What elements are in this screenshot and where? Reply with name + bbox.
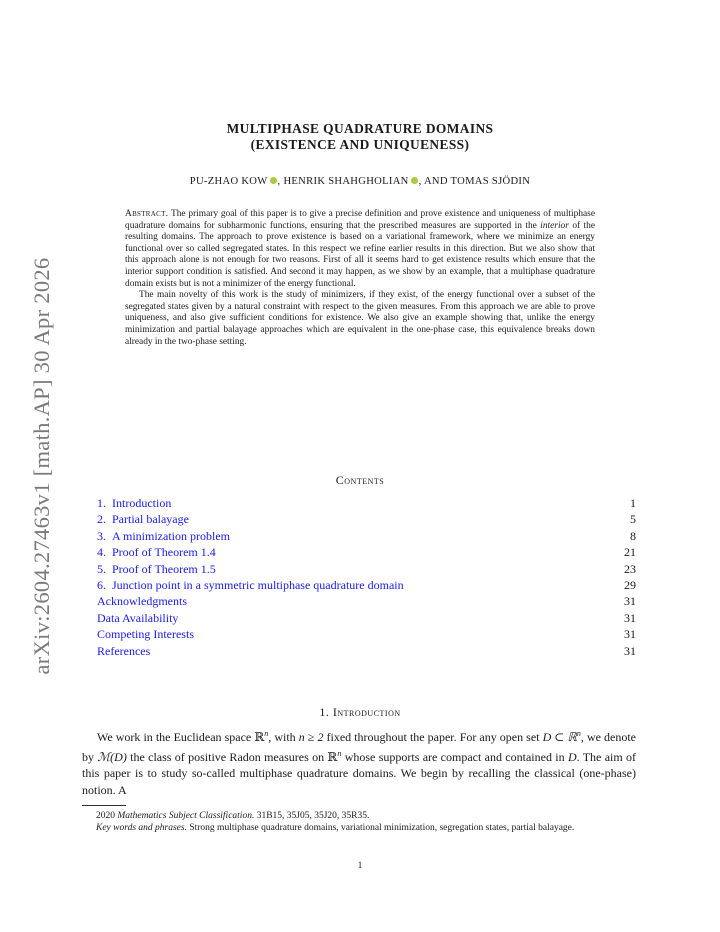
paper-title-line-1: MULTIPHASE QUADRATURE DOMAINS (226, 121, 494, 136)
paper-title-line-2: (EXISTENCE AND UNIQUENESS) (250, 137, 470, 152)
abstract-paragraph-2: The main novelty of this work is the study of minimizers, if they exist, of the energy functional over a subset of the segregated states given by a natural constraint with respect to the given measures. From this approach we are able to prove uniqueness, and also give sufficient conditions for existence. We also give an example showing that, unlike the energy minimization and partial balayage approaches which are equivalent in the one-phase case, this equivalence breaks down already in the two-phase setting. (125, 290, 595, 347)
abstract-paragraph-1: Abstract. The primary goal of this paper is to give a precise definition and prove existence and uniqueness of multiphase quadrature domains for subharmonic functions, ensuring that the prescribed measures are supported in the interior of the resulting domains. The approach to prove existence is based on a variational framework, where we minimize an energy functional over so called segregated states. In this respect we refine earlier results in this direction. But we also show that this approach alone is not enough for two reasons. First of all it seems hard to get existence results which ensure that the interior support condition is satisfied. And second it may happen, as we show by an example, that a multiphase quadrature domain exists but is not a minimizer of the energy functional. (125, 209, 595, 289)
emphasis-interior: interior (540, 220, 569, 231)
page-number: 1 (357, 861, 363, 871)
footnote-msc: 2020 Mathematics Subject Classification. 31B15, 35J05, 35J20, 35R35. (96, 811, 370, 821)
toc-item-introduction[interactable]: 1. Introduction 1 (97, 496, 636, 510)
table-of-contents (97, 495, 636, 659)
section-heading-introduction: 1. Introduction (319, 705, 401, 719)
abstract (125, 209, 595, 348)
toc-item-partial-balayage[interactable]: 2. Partial balayage 5 (97, 512, 636, 527)
author-2[interactable]: HENRIK SHAHGHOLIAN (283, 176, 409, 187)
footnote-keywords: Key words and phrases. Strong multiphase quadrature domains, variational minimization, segregation states, partial balayage. (96, 822, 575, 833)
author-list: PU-ZHAO KOW , HENRIK SHAHGHOLIAN , AND TOMAS SJÖDIN (189, 176, 531, 187)
author-1[interactable]: PU-ZHAO KOW (189, 176, 268, 187)
orcid-icon[interactable] (411, 177, 418, 184)
toc-item-data-availability[interactable]: Data Availability 31 (97, 610, 636, 625)
contents-heading: Contents (335, 473, 385, 487)
introduction-paragraph: We work in the Euclidean space ℝ$^n$, with n ≥ 2 fixed throughout the paper. For any open set D ⊂ ℝ$^n$, we denote by ℳ(D) the class of positive Radon measures on ℝ$^n$ whose supports are compact and contained in D. The aim of this paper is to study so-called multiphase quadrature domains. We begin by recalling the classical (one-phase) notion. A (82, 729, 637, 797)
footnotes (82, 811, 636, 835)
author-3[interactable]: AND TOMAS SJÖDIN (423, 176, 531, 187)
orcid-icon[interactable] (270, 177, 277, 184)
footnote-rule (82, 805, 126, 806)
toc-item-competing-interests[interactable]: Competing Interests 31 (97, 627, 636, 642)
toc-item-proof-theorem-1-5[interactable]: 5. Proof of Theorem 1.5 23 (97, 561, 636, 576)
toc-item-references[interactable]: References 31 (97, 643, 636, 658)
toc-item-proof-theorem-1-4[interactable]: 4. Proof of Theorem 1.4 21 (97, 545, 636, 560)
toc-item-acknowledgments[interactable]: Acknowledgments 31 (97, 594, 636, 609)
toc-item-junction-point[interactable]: 6. Junction point in a symmetric multiphase quadrature domain 29 (97, 578, 636, 593)
toc-item-minimization-problem[interactable]: 3. A minimization problem 8 (97, 528, 636, 543)
abstract-label: Abstract. (125, 209, 169, 219)
arxiv-stamp-text: arXiv:2604.27463v1 [math.AP] 30 Apr 2026 (29, 257, 54, 675)
